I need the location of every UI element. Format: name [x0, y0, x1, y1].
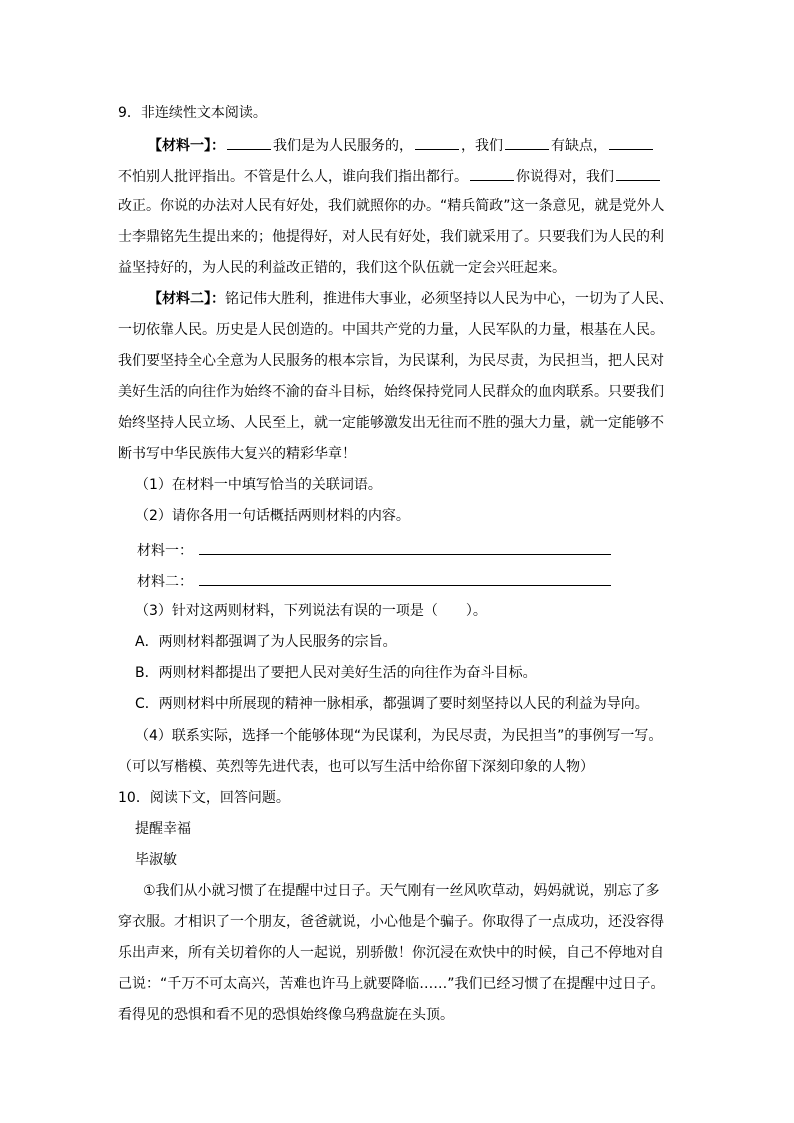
material-1-line-1 [148, 135, 655, 153]
material-2-line: 一切依靠人民。历史是人民创造的。中国共产党的力量，人民军队的力量，根基在人民。 [118, 322, 664, 338]
answer-line-material-2 [137, 571, 611, 589]
material-1-label: 【材料一】： [148, 138, 225, 154]
fill-blank-2[interactable] [415, 135, 459, 150]
material-2-line: 断书写中华民族伟大复兴的精彩华章！ [118, 446, 356, 462]
sub-question-3: （3）针对这两则材料，下列说法有误的一项是（ ）。 [135, 603, 487, 619]
material-2-line-1 [148, 290, 673, 308]
question-10-title: 10．阅读下文，回答问题。 [118, 790, 290, 806]
material-1-line-5: 益坚持好的，为人民的利益改正错的，我们这个队伍就一定会兴旺起来。 [118, 260, 566, 276]
sub-question-1: （1）在材料一中填写恰当的关联词语。 [135, 477, 382, 493]
text-segment: 铭记伟大胜利，推进伟大事业，必须坚持以人民为中心，一切为了人民、 [225, 291, 673, 307]
material-2-line: 我们要坚持全心全意为人民服务的根本宗旨，为民谋利，为民尽责，为民担当，把人民对 [118, 353, 664, 369]
article-title: 提醒幸福 [135, 821, 191, 837]
sub-question-2: （2）请你各用一句话概括两则材料的内容。 [135, 508, 410, 524]
option-c: C．两则材料中所展现的精神一脉相承，都强调了要时刻坚持以人民的利益为导向。 [135, 696, 649, 712]
sub-question-4: （4）联系实际，选择一个能够体现“为民谋利，为民尽责，为民担当”的事例写一写。 [135, 728, 663, 744]
sub-question-4-note: （可以写楷模、英烈等先进代表，也可以写生活中给你留下深刻印象的人物） [118, 759, 594, 775]
material-1-line-3: 改正。你说的办法对人民有好处，我们就照你的办。“精兵简政”这一条意见，就是党外人 [118, 198, 665, 214]
question-9-title: 9．非连续性文本阅读。 [118, 105, 267, 121]
material-1-line-2 [118, 166, 662, 184]
material-2-line: 始终坚持人民立场、人民至上，就一定能够激发出无往而不胜的强大力量，就一定能够不 [118, 415, 664, 431]
answer-field-material-1[interactable] [199, 540, 611, 555]
fill-blank-4[interactable] [609, 135, 653, 150]
paragraph-1-line: 己说：“千万不可太高兴，苦难也许马上就要降临……”我们已经习惯了在提醒中过日子。 [118, 976, 665, 992]
answer-label: 材料一： [137, 543, 193, 559]
fill-blank-5[interactable] [470, 166, 514, 181]
text-segment: 有缺点， [551, 138, 607, 154]
answer-field-material-2[interactable] [199, 571, 611, 586]
fill-blank-3[interactable] [505, 135, 549, 150]
material-2-label: 【材料二】： [148, 291, 225, 307]
fill-blank-1[interactable] [227, 135, 271, 150]
answer-label: 材料二： [137, 574, 193, 590]
paragraph-1-line: 看得见的恐惧和看不见的恐惧始终像乌鸦盘旋在头顶。 [118, 1007, 454, 1023]
paragraph-1-line: 乐出声来，所有关切着你的人一起说，别骄傲！你沉浸在欢快中的时候，自己不停地对自 [118, 945, 664, 961]
article-author: 毕淑敏 [135, 852, 177, 868]
text-segment: ，我们 [461, 138, 503, 154]
text-segment: 你说得对，我们 [516, 169, 614, 185]
answer-line-material-1 [137, 540, 611, 558]
material-1-line-4: 士李鼎铭先生提出来的；他提得好，对人民有好处，我们就采用了。只要我们为人民的利 [118, 229, 664, 245]
text-segment: 不怕别人批评指出。不管是什么人，谁向我们指出都行。 [118, 169, 468, 185]
material-2-line: 美好生活的向往作为始终不渝的奋斗目标，始终保持党同人民群众的血肉联系。只要我们 [118, 384, 664, 400]
fill-blank-6[interactable] [616, 166, 660, 181]
option-b: B．两则材料都提出了要把人民对美好生活的向往作为奋斗目标。 [135, 665, 537, 681]
paragraph-1-line: ①我们从小就习惯了在提醒中过日子。天气刚有一丝风吹草动，妈妈就说，别忘了多 [143, 883, 660, 899]
paragraph-1-line: 穿衣服。才相识了一个朋友，爸爸就说，小心他是个骗子。你取得了一点成功，还没容得 [118, 914, 664, 930]
option-a: A．两则材料都强调了为人民服务的宗旨。 [135, 634, 397, 650]
text-segment: 我们是为人民服务的， [273, 138, 413, 154]
